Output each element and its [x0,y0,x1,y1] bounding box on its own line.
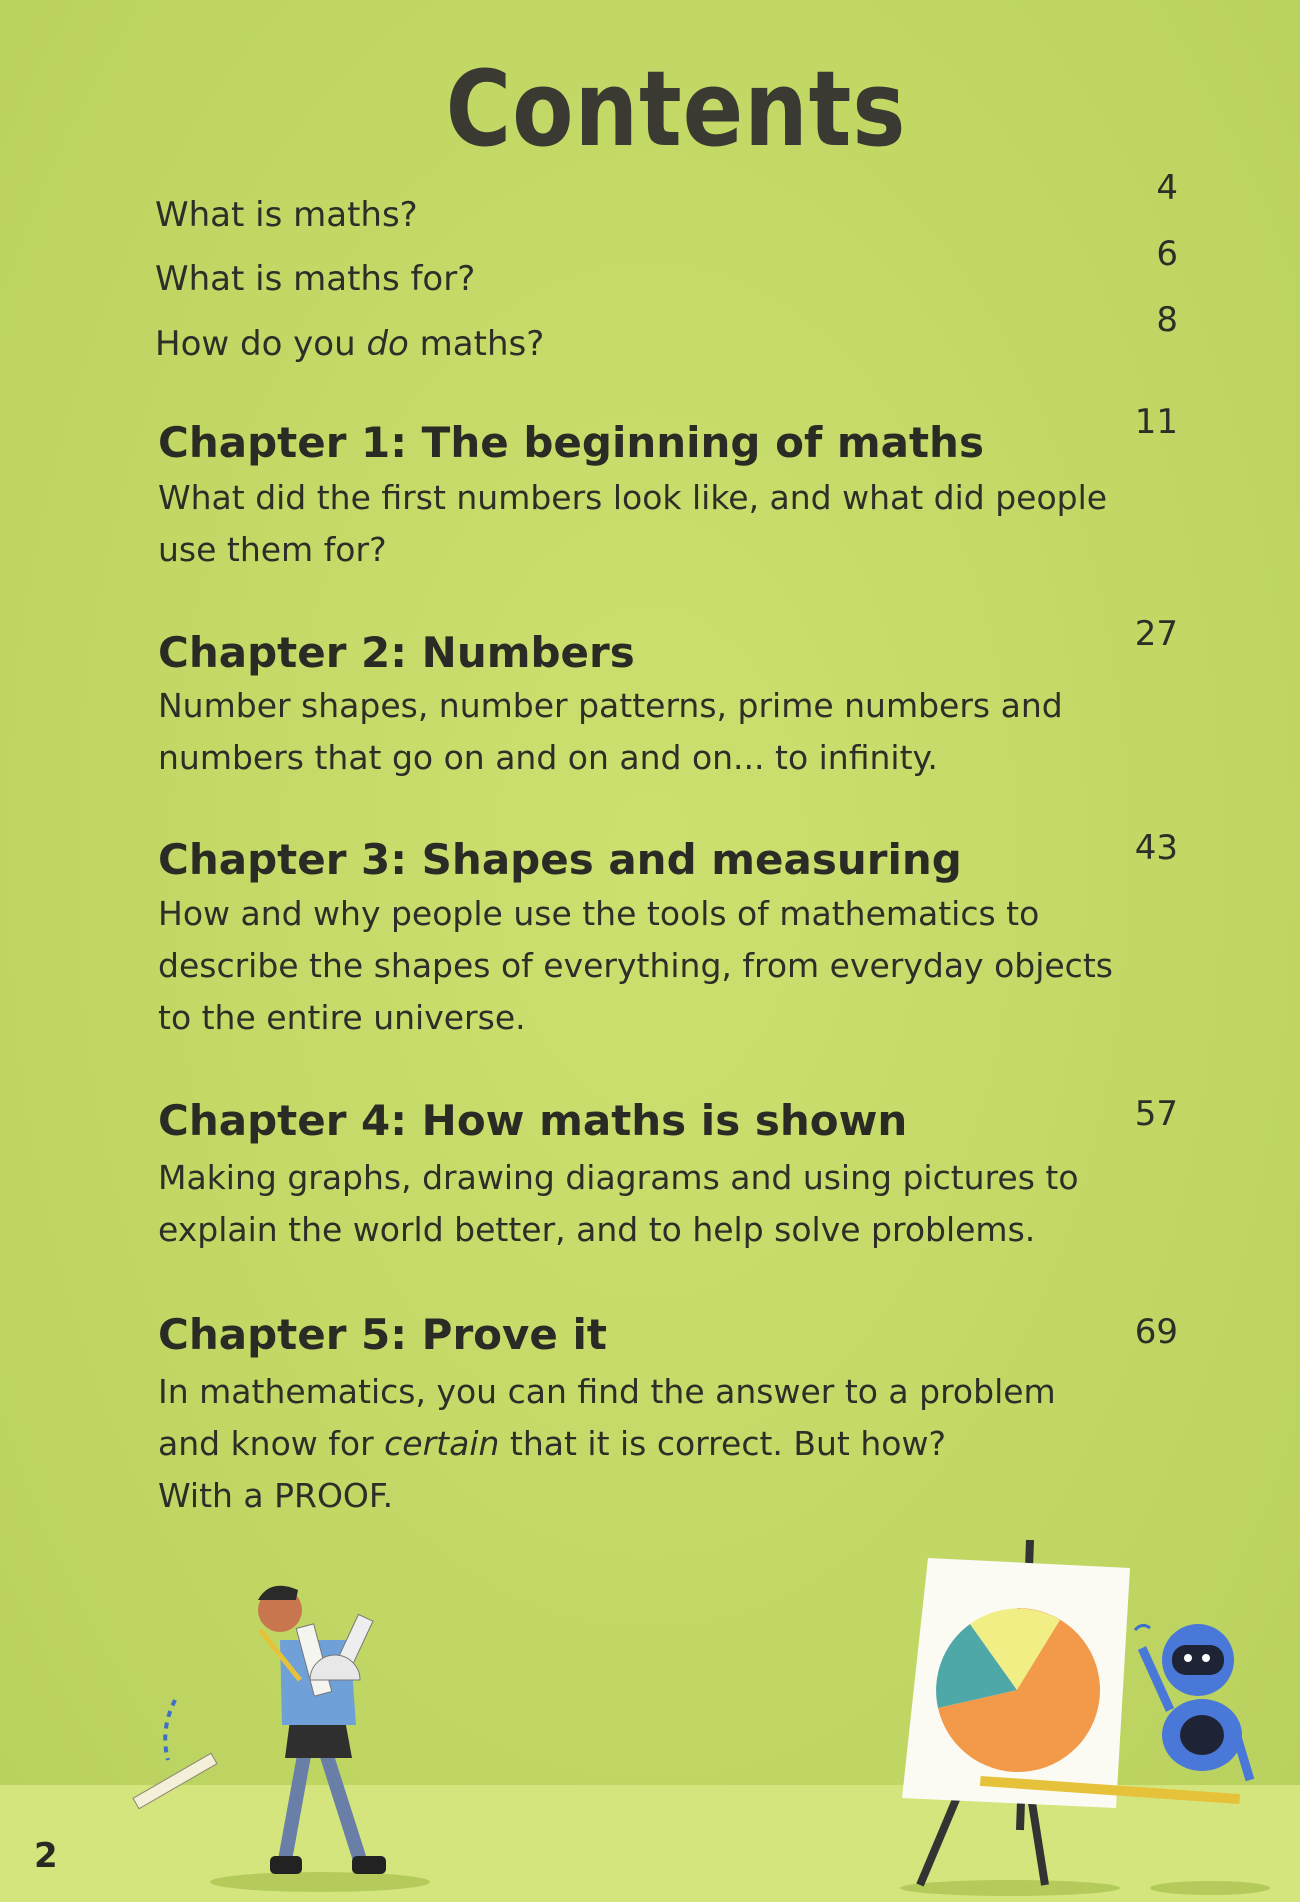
shoe-shape [352,1856,386,1874]
wave-mark [1135,1625,1150,1630]
desc-text-after: that it is correct. But how? [499,1424,946,1463]
chapter-4-title: Chapter 4: How maths is shown [158,1096,908,1145]
entry-text-before: How do you [155,324,367,364]
toc-entry-what-is-maths: What is maths? [155,195,418,235]
chapter-5-description [158,1366,1058,1522]
chapter-4-description [158,1152,1079,1256]
chapter-5-desc-line: In mathematics, you can find the answer to a problem [158,1372,1056,1411]
chapter-2-desc-line: numbers that go on and on and on... to infinity. [158,738,938,777]
chapter-5-page: 69 [1134,1312,1178,1352]
leg-shape [325,1750,360,1860]
easel-and-robot-illustration [880,1530,1280,1900]
toc-entry-how-do-you-do-maths [155,324,544,364]
entry-text-after: maths? [408,324,545,364]
robot-eye [1202,1654,1210,1662]
shoe-shape [270,1856,302,1874]
chapter-1-page: 11 [1134,402,1178,442]
shadow-shape [1150,1881,1270,1895]
child-with-tools-illustration [120,1560,450,1900]
chapter-1-title: Chapter 1: The beginning of maths [158,418,984,467]
skirt-shape [285,1720,352,1758]
toc-entry-what-is-maths-for: What is maths for? [155,259,476,299]
chapter-1-desc-line: What did the first numbers look like, and what did people [158,478,1108,517]
page-number: 2 [34,1836,58,1876]
pie-chart-drawing [936,1608,1100,1772]
chapter-3-description [158,888,1113,1044]
toc-page-what-is-maths: 4 [1156,168,1178,208]
page-title: Contents [445,48,907,170]
toc-page-what-is-maths-for: 6 [1156,234,1178,274]
chapter-3-desc-line: to the entire universe. [158,998,526,1037]
ruler-shape [133,1753,217,1808]
chapter-3-desc-line: How and why people use the tools of mathematics to [158,894,1040,933]
chapter-4-page: 57 [1134,1094,1178,1134]
shadow-shape [210,1872,430,1892]
chapter-2-desc-line: Number shapes, number patterns, prime numbers and [158,686,1063,725]
chapter-1-description [158,472,1108,576]
chapter-5-title: Chapter 5: Prove it [158,1310,607,1359]
chapter-4-desc-line: explain the world better, and to help solve problems. [158,1210,1036,1249]
motion-arc [165,1700,175,1760]
chapter-3-title: Chapter 3: Shapes and measuring [158,835,962,884]
robot-visor [1172,1645,1224,1675]
chapter-3-desc-line: describe the shapes of everything, from everyday objects [158,946,1113,985]
robot-arm [1235,1730,1250,1780]
leg-shape [285,1750,305,1860]
toc-page-how-do-you-do-maths: 8 [1156,300,1178,340]
easel-leg [920,1790,960,1885]
chapter-2-description [158,680,1063,784]
chapter-2-title: Chapter 2: Numbers [158,628,635,677]
hair-shape [258,1586,298,1600]
desc-text-before: and know for [158,1424,385,1463]
chapter-4-desc-line: Making graphs, drawing diagrams and using pictures to [158,1158,1079,1197]
chapter-5-desc-line: With a PROOF. [158,1476,394,1515]
chapter-1-desc-line: use them for? [158,530,387,569]
chapter-2-page: 27 [1134,614,1178,654]
chapter-5-desc-line [158,1418,1058,1470]
chapter-3-page: 43 [1134,828,1178,868]
entry-text-emphasis: do [366,324,409,364]
desc-text-emphasis: certain [384,1424,500,1463]
robot-eye [1184,1654,1192,1662]
shadow-shape [900,1880,1120,1896]
robot-belly [1180,1715,1224,1755]
